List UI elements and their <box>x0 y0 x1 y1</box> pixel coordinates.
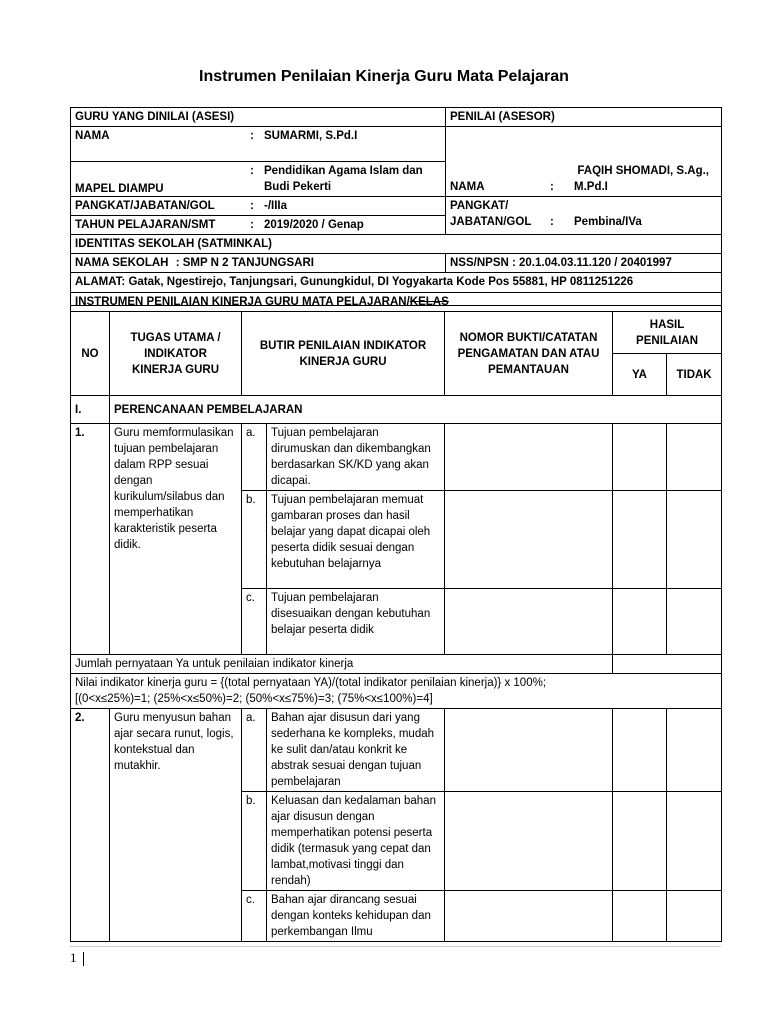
item1-b-ya[interactable] <box>613 491 667 589</box>
item1-c-tidak[interactable] <box>667 589 722 655</box>
item2-a-tidak[interactable] <box>667 709 722 792</box>
identity-table <box>70 107 722 306</box>
col-tugas-header <box>110 312 242 396</box>
jumlah-pernyataan: Jumlah pernyataan Ya untuk penilaian indikator kinerja <box>71 655 613 674</box>
item1-c-label: c. <box>242 589 267 655</box>
col-hasil-1: HASIL <box>649 318 685 331</box>
sekolah-value: SMP N 2 TANJUNGSARI <box>182 257 314 269</box>
page-number-value: 1 <box>70 950 77 965</box>
identitas-header: IDENTITAS SEKOLAH (SATMINKAL) <box>71 235 722 254</box>
section-title: PERENCANAAN PEMBELAJARAN <box>110 396 722 424</box>
tahun-label: TAHUN PELAJARAN/SMT <box>75 219 216 231</box>
page-number-bar <box>83 952 84 966</box>
col-hasil-2: PENILAIAN <box>636 334 699 347</box>
col-ya-header: YA <box>613 354 667 396</box>
page-title: Instrumen Penilaian Kinerja Guru Mata Pelajaran <box>199 68 569 85</box>
item1-b-label: b. <box>242 491 267 589</box>
asesor-pangkat-colon: : <box>550 216 554 228</box>
asesor-nama-cell <box>446 127 722 197</box>
mapel-value <box>264 163 423 195</box>
pangkat-row <box>71 197 446 216</box>
item1-c-text: Tujuan pembelajaran disesuaikan dengan kebutuhan belajar peserta didik <box>267 589 445 655</box>
item1-b-tidak[interactable] <box>667 491 722 589</box>
col-bukti-header <box>445 312 613 396</box>
sekolah-row <box>71 254 446 273</box>
item2-a-label: a. <box>242 709 267 792</box>
col-butir-1: BUTIR PENILAIAN INDIKATOR <box>259 339 427 352</box>
item1-c-evidence[interactable] <box>445 589 613 655</box>
item2-b-label: b. <box>242 792 267 891</box>
item1-a-label: a. <box>242 424 267 491</box>
tahun-row <box>71 216 446 235</box>
asesor-pangkat-cell <box>446 197 722 235</box>
mapel-value-1: Pendidikan Agama Islam dan <box>264 165 423 177</box>
tahun-value: 2019/2020 / Genap <box>264 219 364 231</box>
asesor-nama-colon: : <box>550 181 554 193</box>
item2-a-ya[interactable] <box>613 709 667 792</box>
nilai-line-2: [(0<x≤25%)=1; (25%<x≤50%)=2; (50%<x≤75%)=3; (75%<x≤100%)=4] <box>75 693 433 705</box>
item2-c-tidak[interactable] <box>667 891 722 942</box>
instrument-header-strike: KELAS <box>409 296 449 308</box>
page-number <box>70 950 84 966</box>
alamat: ALAMAT: Gatak, Ngestirejo, Tanjungsari, Gunungkidul, DI Yogyakarta Kode Pos 55881, HP 0811251226 <box>71 273 722 306</box>
item2-c-text: Bahan ajar dirancang sesuai dengan konteks kehidupan dan perkembangan Ilmu <box>267 891 445 942</box>
col-bukti-2: PENGAMATAN DAN ATAU <box>457 347 600 360</box>
col-tugas-1: TUGAS UTAMA / <box>130 331 221 344</box>
instrument-header <box>71 293 722 312</box>
asesor-pangkat-value: Pembina/IVa <box>574 216 642 228</box>
item1-a-ya[interactable] <box>613 424 667 491</box>
item2-c-ya[interactable] <box>613 891 667 942</box>
sekolah-label: NAMA SEKOLAH <box>75 257 169 269</box>
item1-no: 1. <box>71 424 110 655</box>
item2-b-ya[interactable] <box>613 792 667 891</box>
item2-b-text: Keluasan dan kedalaman bahan ajar disusun dengan memperhatikan potensi peserta didik (termasuk yang cepat dan lambat,motivasi tinggi dan rendah) <box>267 792 445 891</box>
item2-a-text: Bahan ajar disusun dari yang sederhana ke kompleks, mudah ke sulit dan/atau konkrit ke abstrak sesuai dengan tujuan pembelajaran <box>267 709 445 792</box>
nama-value: SUMARMI, S.Pd.I <box>264 130 358 142</box>
col-no-header: NO <box>71 312 110 396</box>
col-tugas-2: INDIKATOR <box>144 347 207 360</box>
asesor-header: PENILAI (ASESOR) <box>446 108 722 127</box>
pangkat-value: -/IIIa <box>264 200 288 212</box>
jumlah-value[interactable] <box>613 655 722 674</box>
nilai-line-1: Nilai indikator kinerja guru = {(total pernyataan YA)/(total indikator penilaian kinerja)} x 100%; <box>75 677 547 689</box>
nss-npsn: NSS/NPSN : 20.1.04.03.11.120 / 20401997 <box>446 254 722 273</box>
item1-task: Guru memformulasikan tujuan pembelajaran dalam RPP sesuai dengan kurikulum/silabus dan memperhatikan karakteristik peserta didik. <box>110 424 242 655</box>
mapel-colon: : <box>250 165 254 177</box>
pangkat-colon: : <box>250 200 254 212</box>
footer-divider <box>70 946 721 947</box>
item2-a-evidence[interactable] <box>445 709 613 792</box>
item2-task: Guru menyusun bahan ajar secara runut, logis, kontekstual dan mutakhir. <box>110 709 242 942</box>
item1-b-evidence[interactable] <box>445 491 613 589</box>
nama-row <box>71 127 446 162</box>
col-butir-header <box>242 312 445 396</box>
section-no: I. <box>71 396 110 424</box>
col-tidak-header: TIDAK <box>667 354 722 396</box>
asesi-header: GURU YANG DINILAI (ASESI) <box>71 108 446 127</box>
item1-b-text: Tujuan pembelajaran memuat gambaran proses dan hasil belajar yang dapat dicapai oleh peserta didik sesuai dengan kebutuhan belajarnya <box>267 491 445 589</box>
col-tugas-3: KINERJA GURU <box>131 363 220 376</box>
asesor-pangkat-label-2: JABATAN/GOL <box>450 216 532 228</box>
asesor-nama-label: NAMA <box>450 181 485 193</box>
item1-a-text: Tujuan pembelajaran dirumuskan dan dikembangkan berdasarkan SK/KD yang akan dicapai. <box>267 424 445 491</box>
sekolah-colon: : <box>175 257 180 269</box>
asesor-nama-value-1: FAQIH SHOMADI, S.Ag., <box>577 165 709 177</box>
col-butir-2: KINERJA GURU <box>299 355 387 368</box>
asesor-nama-value-2: M.Pd.I <box>574 181 608 193</box>
mapel-row <box>71 162 446 197</box>
item2-c-label: c. <box>242 891 267 942</box>
asesor-pangkat-label-1: PANGKAT/ <box>450 200 509 212</box>
item1-a-evidence[interactable] <box>445 424 613 491</box>
col-hasil-header <box>613 312 722 354</box>
col-bukti-1: NOMOR BUKTI/CATATAN <box>459 331 598 344</box>
item2-b-evidence[interactable] <box>445 792 613 891</box>
item1-a-tidak[interactable] <box>667 424 722 491</box>
mapel-value-2: Budi Pekerti <box>264 181 332 193</box>
item2-b-tidak[interactable] <box>667 792 722 891</box>
item2-c-evidence[interactable] <box>445 891 613 942</box>
mapel-label: MAPEL DIAMPU <box>75 183 164 195</box>
col-bukti-3: PEMANTAUAN <box>488 363 569 376</box>
nilai-indikator <box>71 674 722 709</box>
tahun-colon: : <box>250 219 254 231</box>
nama-colon: : <box>250 130 254 142</box>
item2-no: 2. <box>71 709 110 942</box>
instrument-table <box>70 292 722 942</box>
pangkat-label: PANGKAT/JABATAN/GOL <box>75 200 215 212</box>
instrument-header-main: INSTRUMEN PENILAIAN KINERJA GURU MATA PELAJARAN/ <box>75 296 410 308</box>
item1-c-ya[interactable] <box>613 589 667 655</box>
nama-label: NAMA <box>75 130 110 142</box>
